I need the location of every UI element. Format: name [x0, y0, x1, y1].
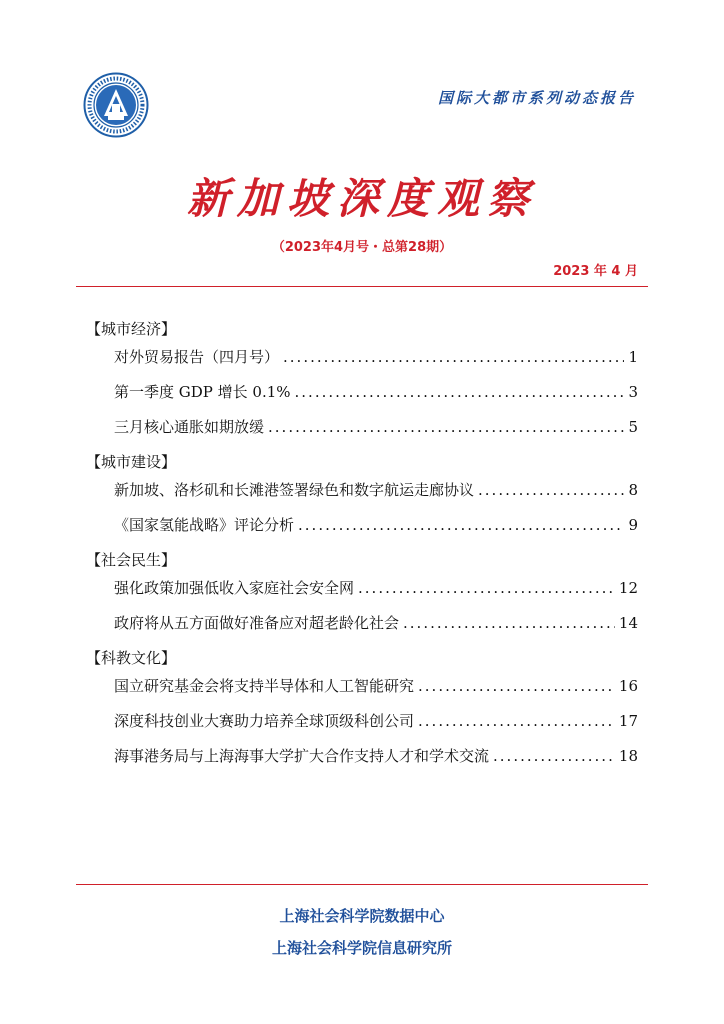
- toc-leader-dots: [418, 675, 615, 697]
- toc-entry-page: 12: [618, 579, 638, 597]
- toc-entry[interactable]: [114, 381, 638, 403]
- toc-section-economy: [86, 318, 638, 438]
- toc-entry-title: 对外贸易报告（四月号）: [114, 348, 280, 366]
- toc-entry-title: 海事港务局与上海海事大学扩大合作支持人才和学术交流: [114, 747, 490, 765]
- toc-entry-title: 强化政策加强低收入家庭社会安全网: [114, 579, 355, 597]
- toc-section-heading: 【社会民生】: [86, 551, 177, 569]
- publication-date: 2023 年 4 月: [553, 264, 638, 279]
- toc-leader-dots: [358, 577, 615, 599]
- toc-leader-dots: [295, 381, 624, 403]
- toc-entry-title: 《国家氢能战略》评论分析: [114, 516, 295, 534]
- toc-leader-dots: [493, 745, 615, 767]
- toc-entry[interactable]: [114, 675, 638, 697]
- toc-leader-dots: [298, 514, 624, 536]
- issue-number: （2023年4月号・总第28期）: [271, 240, 453, 255]
- toc-entry[interactable]: [114, 745, 638, 767]
- page-title: 新加坡深度观察: [186, 174, 537, 223]
- toc-entry-title: 第一季度 GDP 增长 0.1%: [114, 383, 291, 401]
- toc-entry[interactable]: [114, 346, 638, 368]
- toc-section-construction: [86, 451, 638, 536]
- toc-leader-dots: [283, 346, 624, 368]
- toc-entry-page: 1: [628, 348, 638, 366]
- toc-entry-page: 16: [618, 677, 638, 695]
- toc-entry[interactable]: [114, 710, 638, 732]
- table-of-contents: [86, 318, 638, 780]
- toc-entry-page: 5: [628, 418, 638, 436]
- toc-section-heading: 【城市经济】: [86, 320, 177, 338]
- bottom-divider: [76, 884, 648, 885]
- toc-section-science-culture: [86, 647, 638, 767]
- top-divider: [76, 286, 648, 287]
- toc-leader-dots: [268, 416, 624, 438]
- toc-entry[interactable]: [114, 514, 638, 536]
- toc-leader-dots: [478, 479, 624, 501]
- toc-entry[interactable]: [114, 416, 638, 438]
- toc-entry-page: 14: [618, 614, 638, 632]
- toc-entry[interactable]: [114, 479, 638, 501]
- toc-entry-title: 政府将从五方面做好准备应对超老龄化社会: [114, 614, 400, 632]
- publisher-line-1: 上海社会科学院数据中心: [279, 907, 445, 925]
- publisher-line-2: 上海社会科学院信息研究所: [271, 939, 452, 957]
- toc-entry[interactable]: [114, 577, 638, 599]
- toc-leader-dots: [403, 612, 615, 634]
- toc-entry-page: 8: [628, 481, 638, 499]
- toc-entry[interactable]: [114, 612, 638, 634]
- toc-leader-dots: [418, 710, 615, 732]
- series-title: 国际大都市系列动态报告: [437, 89, 636, 107]
- toc-entry-page: 18: [618, 747, 638, 765]
- toc-entry-title: 深度科技创业大赛助力培养全球顶级科创公司: [114, 712, 415, 730]
- toc-section-society: [86, 549, 638, 634]
- toc-entry-page: 9: [628, 516, 638, 534]
- toc-entry-title: 国立研究基金会将支持半导体和人工智能研究: [114, 677, 415, 695]
- toc-entry-title: 新加坡、洛杉矶和长滩港签署绿色和数字航运走廊协议: [114, 481, 475, 499]
- academy-seal-icon: [83, 72, 149, 138]
- toc-entry-page: 17: [618, 712, 638, 730]
- toc-entry-title: 三月核心通胀如期放缓: [114, 418, 265, 436]
- toc-section-heading: 【科教文化】: [86, 649, 177, 667]
- toc-entry-page: 3: [628, 383, 638, 401]
- toc-section-heading: 【城市建设】: [86, 453, 177, 471]
